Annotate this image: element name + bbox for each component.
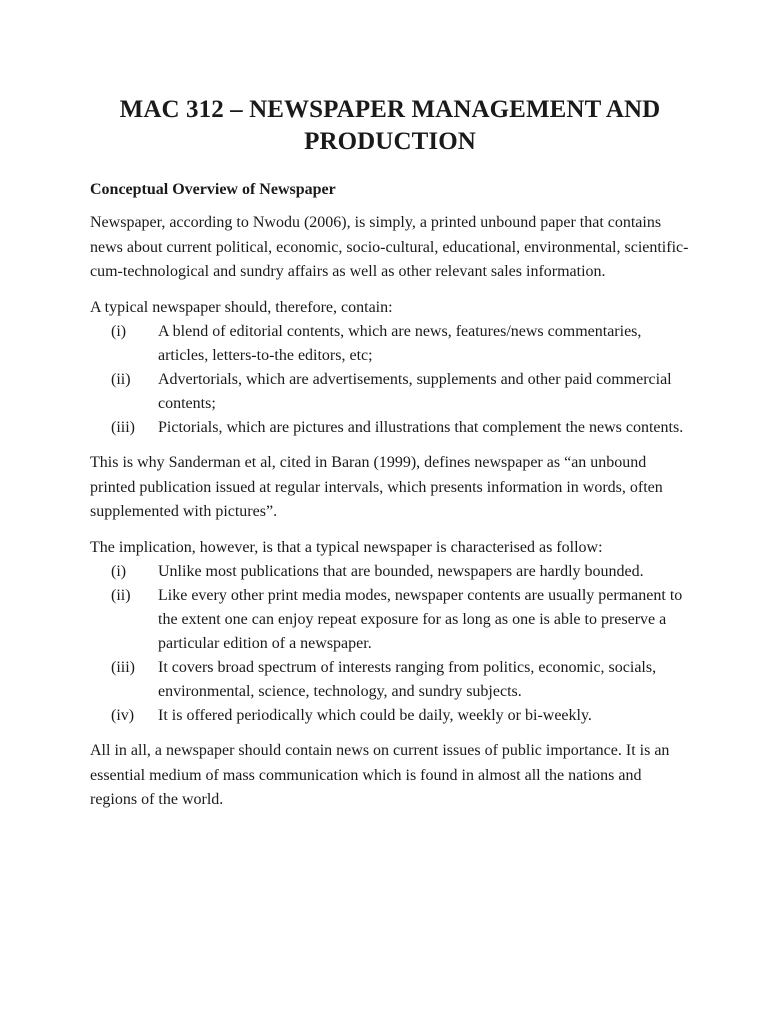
list-item-number: (i)	[111, 563, 127, 580]
list-item	[90, 368, 690, 416]
list-item-text: It covers broad spectrum of interests ranging from politics, economic, socials, environmental, science, technology, and sundry subjects.	[158, 659, 657, 700]
list-item	[90, 584, 690, 656]
list-item-number: (ii)	[111, 587, 131, 604]
list-item-text: Advertorials, which are advertisements, supplements and other paid commercial contents;	[158, 371, 672, 412]
list-item	[90, 416, 690, 440]
list-item-number: (i)	[111, 323, 127, 340]
list-item-text: Unlike most publications that are bounded, newspapers are hardly bounded.	[158, 563, 644, 580]
section-heading: Conceptual Overview of Newspaper	[90, 181, 336, 198]
list-item-number: (iii)	[111, 659, 135, 676]
title-line-1: MAC 312 – NEWSPAPER MANAGEMENT AND	[119, 96, 661, 123]
title-line-2: PRODUCTION	[304, 128, 476, 155]
list-item-number: (iv)	[111, 707, 135, 724]
list-item-text: Pictorials, which are pictures and illustrations that complement the news contents.	[158, 419, 684, 436]
list-item-text: It is offered periodically which could be daily, weekly or bi-weekly.	[158, 707, 592, 724]
paragraph-conclusion: All in all, a newspaper should contain news on current issues of public importance. It is an essential medium of mass communication which is found in almost all the nations and regions of the world.	[90, 742, 670, 808]
list-item	[90, 560, 690, 584]
characteristics-list	[90, 560, 690, 728]
list-item-number: (ii)	[111, 371, 131, 388]
document-page	[90, 94, 690, 813]
paragraph-baran-quote: This is why Sanderman et al, cited in Baran (1999), defines newspaper as “an unbound printed publication issued at regular intervals, which presents information in words, often supplemented with pictures”.	[90, 454, 663, 520]
list-item	[90, 320, 690, 368]
list-item	[90, 704, 690, 728]
contents-list	[90, 320, 690, 440]
paragraph-contents-intro: A typical newspaper should, therefore, contain:	[90, 298, 393, 316]
list-item	[90, 656, 690, 704]
paragraph-characteristics-intro: The implication, however, is that a typical newspaper is characterised as follow:	[90, 538, 603, 556]
list-item-text: Like every other print media modes, newspaper contents are usually permanent to the extent one can enjoy repeat exposure for as long as one is able to preserve a particular edition of a newspaper.	[158, 587, 683, 652]
paragraph-definition: Newspaper, according to Nwodu (2006), is simply, a printed unbound paper that contains news about current political, economic, socio-cultural, educational, environmental, scientific-cum-technological and sundry affairs as well as other relevant sales information.	[90, 214, 689, 280]
document-title	[90, 94, 690, 158]
list-item-text: A blend of editorial contents, which are news, features/news commentaries, articles, letters-to-the editors, etc;	[158, 323, 642, 364]
list-item-number: (iii)	[111, 419, 135, 436]
